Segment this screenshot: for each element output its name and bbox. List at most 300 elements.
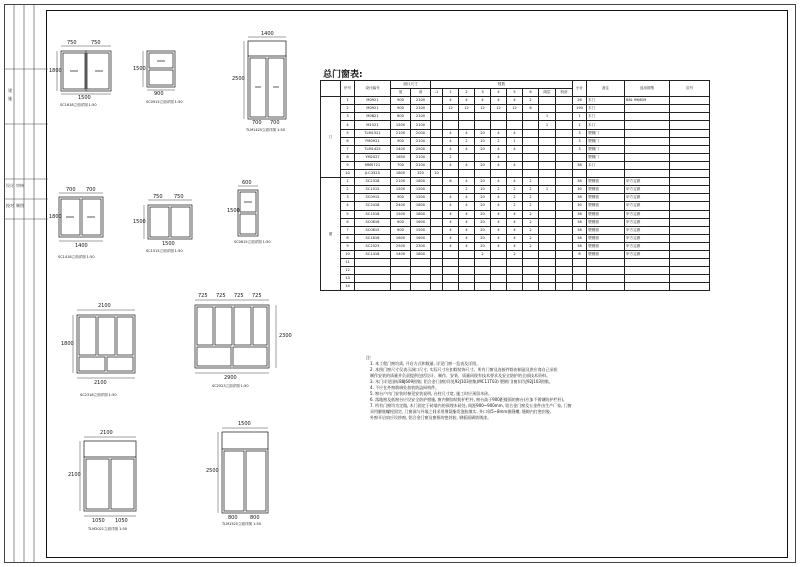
cell-code: SC1616 [355, 234, 391, 242]
header-height: 高 [411, 89, 431, 97]
dim-label: 725 [234, 293, 244, 299]
table-cell: 4 [443, 145, 459, 153]
table-cell: 4 [443, 234, 459, 242]
table-cell: 10 [341, 170, 355, 178]
table-row [321, 218, 710, 226]
table-row [321, 210, 710, 218]
schedule-body [321, 97, 710, 291]
table-cell [556, 202, 573, 210]
elevation-sc2523 [195, 300, 276, 373]
table-cell [625, 121, 670, 129]
header-remark: 备注 [587, 81, 625, 97]
table-cell [431, 129, 443, 137]
table-cell [491, 275, 507, 283]
dim-label: 1500 [238, 421, 251, 427]
table-cell [491, 259, 507, 267]
elevation-sc0915 [143, 51, 175, 90]
table-cell: 8 [573, 250, 587, 258]
table-cell: 20 [475, 226, 491, 234]
elevation-sc1418 [59, 193, 103, 241]
table-cell [587, 170, 625, 178]
group-label-door: 门 [321, 97, 341, 178]
table-cell: 4 [459, 194, 475, 202]
table-cell: 1800 [391, 170, 411, 178]
table-cell: 木门 [587, 105, 625, 113]
table-cell: 1600 [411, 218, 431, 226]
table-cell: 4 [491, 218, 507, 226]
dim-label: 1800 [49, 68, 62, 74]
cell-code: YM2027 [355, 153, 391, 161]
table-cell [556, 178, 573, 186]
header-roof: 机房 [556, 89, 573, 97]
table-cell: 甲方定做 [625, 218, 670, 226]
table-cell [539, 97, 556, 105]
cell-page [670, 275, 710, 283]
table-cell: 4 [491, 178, 507, 186]
table-cell: 600 [391, 218, 411, 226]
table-cell [625, 170, 670, 178]
table-cell [539, 202, 556, 210]
table-cell [587, 275, 625, 283]
table-cell: 320 [411, 170, 431, 178]
dim-label: 750 [91, 40, 101, 46]
title-block-label: 施 [8, 96, 12, 101]
table-cell: 4 [491, 242, 507, 250]
table-cell [573, 170, 587, 178]
table-cell: 4 [459, 145, 475, 153]
table-cell: 4 [443, 202, 459, 210]
table-cell: 3 [341, 113, 355, 121]
title-block-label: 审核 [16, 183, 24, 188]
table-cell [459, 153, 475, 161]
table-cell [411, 283, 431, 291]
table-cell [523, 259, 539, 267]
table-cell [573, 259, 587, 267]
table-cell [523, 137, 539, 145]
table-cell: 4 [459, 210, 475, 218]
elevation-drawings [0, 0, 320, 567]
table-cell [539, 153, 556, 161]
table-cell [556, 250, 573, 258]
header-floor: 2 [459, 89, 475, 97]
title-block-label: 制图 [16, 203, 24, 208]
dim-label: 1500 [227, 208, 240, 214]
table-cell: 8 [341, 153, 355, 161]
table-cell [475, 275, 491, 283]
cell-code: SC1515 [355, 186, 391, 194]
table-cell: 2500 [391, 242, 411, 250]
table-cell [523, 267, 539, 275]
table-cell [523, 283, 539, 291]
dim-label: 2900 [224, 375, 237, 381]
header-atlas: 选用图集 [625, 81, 670, 97]
dim-label: 725 [252, 293, 262, 299]
table-cell: 4 [491, 226, 507, 234]
table-cell: 20 [475, 178, 491, 186]
table-cell: 6 [341, 137, 355, 145]
table-cell [539, 105, 556, 113]
table-cell [507, 170, 523, 178]
table-cell: 10 [475, 186, 491, 194]
table-cell [411, 267, 431, 275]
table-cell: 塑钢门 [587, 137, 625, 145]
elevation-sc2318 [73, 310, 135, 378]
table-cell [391, 259, 411, 267]
table-cell [539, 145, 556, 153]
table-cell [431, 161, 443, 169]
table-cell: 1 [539, 113, 556, 121]
table-cell [539, 226, 556, 234]
table-cell: 木门 [587, 121, 625, 129]
table-row [321, 178, 710, 186]
cell-code: SC1518 [355, 210, 391, 218]
table-cell: 甲方定做 [625, 234, 670, 242]
cell-page [670, 226, 710, 234]
table-cell: 1500 [391, 186, 411, 194]
table-cell: 4 [507, 226, 523, 234]
table-cell [556, 259, 573, 267]
table-cell [573, 275, 587, 283]
table-cell: 20 [475, 129, 491, 137]
table-cell: 1800 [411, 210, 431, 218]
table-cell: 1800 [411, 250, 431, 258]
dim-label: 1400 [75, 243, 88, 249]
table-cell [556, 234, 573, 242]
table-cell [625, 259, 670, 267]
dim-label: 2500 [232, 76, 245, 82]
elevation-tlm2021 [80, 437, 136, 516]
table-cell [556, 186, 573, 194]
table-cell [507, 121, 523, 129]
table-cell: 4 [443, 194, 459, 202]
table-cell: 2500 [411, 145, 431, 153]
table-cell: 2 [523, 194, 539, 202]
cell-page [670, 202, 710, 210]
table-cell [443, 267, 459, 275]
table-cell [411, 275, 431, 283]
table-cell [625, 153, 670, 161]
cell-page [670, 121, 710, 129]
cell-code: M0921 [355, 97, 391, 105]
table-cell: 10 [475, 137, 491, 145]
table-cell: 900 [391, 194, 411, 202]
cell-page [670, 170, 710, 178]
table-cell [625, 161, 670, 169]
table-cell: 30 [573, 202, 587, 210]
table-cell: 塑钢窗 [587, 218, 625, 226]
table-cell: 2100 [411, 161, 431, 169]
note-line: 2. 本图门窗尺寸仅表示洞口尺寸, 实际尺寸应扣除装饰尺寸。所有门窗及连接件除由制造及供应商自己承担 [370, 367, 558, 372]
table-cell: 2 [507, 250, 523, 258]
cell-page [670, 250, 710, 258]
table-cell [507, 267, 523, 275]
cell-code [355, 259, 391, 267]
table-cell: 38 [573, 226, 587, 234]
elevation-caption: SC1618立面详图 1:50 [60, 103, 97, 107]
table-cell [556, 170, 573, 178]
table-cell [431, 145, 443, 153]
header-seq: 序号 [341, 81, 355, 97]
table-cell: 4 [491, 202, 507, 210]
table-cell: 塑钢窗 [587, 226, 625, 234]
table-cell: 10 [341, 250, 355, 258]
table-cell: 4 [491, 97, 507, 105]
table-cell [587, 259, 625, 267]
table-cell [625, 137, 670, 145]
cell-page [670, 218, 710, 226]
elevation-tlm1425 [244, 37, 286, 119]
table-cell: 1800 [411, 178, 431, 186]
header-attic: 阁层 [539, 89, 556, 97]
table-cell: 4 [507, 234, 523, 242]
table-cell [539, 234, 556, 242]
table-cell: 1500 [411, 226, 431, 234]
table-cell [556, 137, 573, 145]
table-cell [523, 113, 539, 121]
note-line: 3. 木门详见国标88J609图集; 铝合金门(窗)详见92J103图集(MC11T03) 塑钢门(窗)详见92J103图集。 [370, 379, 553, 384]
table-cell: 12 [443, 105, 459, 113]
table-cell: 2 [507, 202, 523, 210]
dim-label: 2300 [279, 333, 292, 339]
table-cell [539, 275, 556, 283]
table-cell [411, 259, 431, 267]
cell-page [670, 242, 710, 250]
table-cell: 2 [523, 97, 539, 105]
table-cell: 8 [341, 234, 355, 242]
table-cell [556, 283, 573, 291]
table-row [321, 259, 710, 267]
table-cell: 6 [523, 105, 539, 113]
table-cell: 3 [573, 129, 587, 137]
table-cell: 2 [507, 194, 523, 202]
elevation-caption: SC0915立面详图 1:50 [146, 100, 183, 104]
table-cell [539, 178, 556, 186]
dim-label: 1050 [92, 518, 105, 524]
table-cell [523, 145, 539, 153]
cell-page [670, 259, 710, 267]
table-cell: 4 [491, 234, 507, 242]
elevation-caption: TLM2021立面详图 1:50 [88, 527, 127, 531]
dim-label: 1800 [49, 214, 62, 220]
elevation-tlm1525 [218, 428, 268, 513]
dim-label: 2100 [94, 380, 107, 386]
header-count: 樘数 [431, 81, 573, 89]
cell-page [670, 194, 710, 202]
cell-code: SC2418 [355, 202, 391, 210]
table-row [321, 234, 710, 242]
table-cell [431, 153, 443, 161]
cell-code: SC1418 [355, 250, 391, 258]
table-cell [431, 97, 443, 105]
table-cell [556, 194, 573, 202]
table-cell [556, 97, 573, 105]
table-cell: 甲方定做 [625, 250, 670, 258]
table-cell [539, 242, 556, 250]
table-cell: 12 [459, 105, 475, 113]
table-cell: 4 [341, 202, 355, 210]
table-cell: 20 [475, 242, 491, 250]
note-line: 6. 落地窗及低窗台应设安全防护措施, 窗内侧加装防护栏杆, 窗台高于900距楼面的窗台(应加不锈钢防护栏杆)。 [370, 397, 567, 402]
table-cell: 4 [491, 153, 507, 161]
schedule-title: 总门窗表: [323, 70, 363, 80]
cell-code: SC2318 [355, 178, 391, 186]
table-cell: 2300 [411, 242, 431, 250]
cell-page [670, 161, 710, 169]
cell-code: SC0915 [355, 194, 391, 202]
dim-label: 1500 [133, 66, 146, 72]
cell-code [355, 267, 391, 275]
cell-page [670, 129, 710, 137]
table-cell [443, 259, 459, 267]
table-cell: 2 [459, 137, 475, 145]
table-cell [475, 259, 491, 267]
table-cell [556, 129, 573, 137]
table-cell: 900 [391, 97, 411, 105]
dim-label: 2100 [98, 303, 111, 309]
cell-code [355, 275, 391, 283]
table-cell: 38 [573, 242, 587, 250]
dim-label: 1500 [162, 241, 175, 247]
table-cell: 30 [573, 186, 587, 194]
cell-code: FM0921 [355, 137, 391, 145]
table-cell: 2 [523, 178, 539, 186]
table-cell: 4 [443, 137, 459, 145]
table-cell [431, 234, 443, 242]
table-cell: 1600 [411, 234, 431, 242]
elevation-caption: SC1515立面详图 1:50 [146, 249, 183, 253]
table-cell: 38 [573, 218, 587, 226]
cell-page [670, 283, 710, 291]
table-cell: 2100 [411, 97, 431, 105]
table-cell: 4 [459, 226, 475, 234]
table-cell [573, 283, 587, 291]
table-row [321, 137, 710, 145]
elevation-sc0615 [238, 186, 258, 236]
table-cell: 1 [341, 97, 355, 105]
table-row [321, 113, 710, 121]
table-cell [625, 267, 670, 275]
title-block-label: 建 [8, 88, 12, 93]
dim-label: 1800 [61, 341, 74, 347]
table-row [321, 283, 710, 291]
table-cell: 2100 [411, 137, 431, 145]
table-cell: 4 [459, 161, 475, 169]
dim-label: 2500 [206, 468, 219, 474]
table-cell [431, 283, 443, 291]
table-cell: 20 [475, 145, 491, 153]
cell-code: TLM1521 [355, 129, 391, 137]
table-cell: 14 [341, 283, 355, 291]
header-width: 宽 [391, 89, 411, 97]
title-block-label: 设计 [6, 183, 14, 188]
table-cell: 20 [475, 194, 491, 202]
table-cell: 2 [341, 186, 355, 194]
note-line: 4. 不应在外窗玻璃处加装防盗网构件。 [370, 385, 440, 390]
table-cell [539, 218, 556, 226]
table-cell: 4 [443, 218, 459, 226]
table-cell: 2 [523, 234, 539, 242]
table-row [321, 275, 710, 283]
table-cell: 1 [341, 178, 355, 186]
cell-page [670, 267, 710, 275]
table-cell: 2 [523, 186, 539, 194]
table-cell: 塑钢窗 [587, 210, 625, 218]
table-cell: 2100 [391, 129, 411, 137]
cell-code: JLC3325 [355, 170, 391, 178]
table-cell: 塑钢门 [587, 153, 625, 161]
dim-label: 725 [216, 293, 226, 299]
note-line: 1. 本工程门窗均需, 开启方式和数量, 详见门窗一览表及详图。 [370, 361, 481, 366]
table-cell: 20 [475, 161, 491, 169]
table-cell [523, 129, 539, 137]
table-cell: 2 [523, 218, 539, 226]
table-cell: 88L 99J609 [625, 97, 670, 105]
table-cell [391, 267, 411, 275]
table-cell: 800 [391, 113, 411, 121]
table-cell [539, 170, 556, 178]
table-cell [431, 194, 443, 202]
dim-label: 800 [228, 515, 238, 521]
elevation-caption: TLM1425立面详图 1:50 [246, 128, 285, 132]
table-cell: 4 [341, 121, 355, 129]
table-cell [573, 267, 587, 275]
table-cell [539, 283, 556, 291]
table-cell: 20 [475, 210, 491, 218]
table-cell [587, 267, 625, 275]
table-cell: 6 [341, 218, 355, 226]
table-cell: 4 [459, 202, 475, 210]
table-cell: 2 [523, 210, 539, 218]
table-cell [507, 283, 523, 291]
table-cell [539, 259, 556, 267]
table-cell: 4 [459, 97, 475, 105]
table-cell [556, 105, 573, 113]
table-cell: 4 [443, 242, 459, 250]
table-cell: 塑钢窗 [587, 242, 625, 250]
table-cell: 4 [459, 234, 475, 242]
table-cell: 塑钢窗 [587, 250, 625, 258]
elevation-caption: TLM1525立面详图 1:50 [222, 522, 261, 526]
note-line: 7. 所有门窗均为定做, 木门固定于砖墙内的预埋木砖处, 间距900~900mm, 铝合金门窗及五金件由生产厂家, 门窗 [370, 403, 572, 408]
table-cell: 1800 [411, 202, 431, 210]
table-cell: 1 [573, 121, 587, 129]
table-cell [491, 250, 507, 258]
cell-page [670, 97, 710, 105]
table-cell [459, 250, 475, 258]
table-cell: 4 [443, 97, 459, 105]
table-cell: 13 [341, 275, 355, 283]
table-cell: 木门 [587, 97, 625, 105]
table-cell [475, 121, 491, 129]
dim-label: 700 [66, 187, 76, 193]
table-cell: 2100 [411, 153, 431, 161]
table-cell [523, 275, 539, 283]
table-cell: 4 [507, 129, 523, 137]
table-cell [556, 242, 573, 250]
table-cell [443, 283, 459, 291]
table-header-row [321, 81, 710, 89]
table-cell: 600 [391, 226, 411, 234]
header-floor: 5 [507, 89, 523, 97]
table-cell [556, 145, 573, 153]
table-cell [431, 275, 443, 283]
table-cell: 2 [491, 137, 507, 145]
table-cell [539, 210, 556, 218]
table-cell [539, 267, 556, 275]
cell-page [670, 234, 710, 242]
table-cell [625, 113, 670, 121]
elevation-sc1515 [144, 200, 192, 239]
